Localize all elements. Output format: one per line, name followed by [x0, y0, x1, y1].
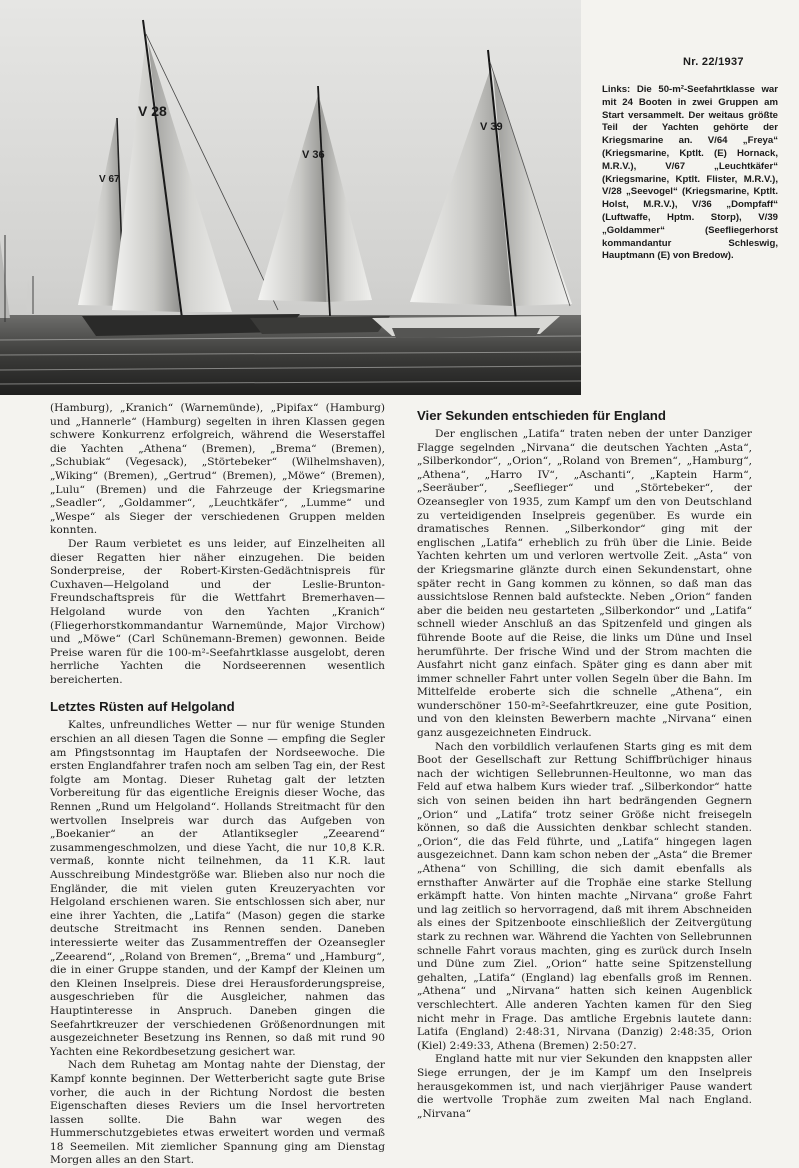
sail-number-28: V 28	[138, 103, 167, 119]
sailing-photo	[0, 0, 581, 395]
paragraph: Nach den vorbildlich verlaufenen Starts ging es mit dem Boot der Gesellschaft zur Rettung Schiffbrüchiger hinaus nach der wichtigen Sellebrunnen-Heultonne, wo man das Feld auf etwa halbem Kurs wieder traf. „Silberkondor“ hatte sich von seinen beiden ihn hart bedrängenden Gegnern „Orion“ und „Latifa“ trotz seiner Größe nicht freisegeln können, so daß die Aussichten denkbar schlecht standen. „Orion“, die das Feld führte, und „Latifa“ hingegen lagen ausgezeichnet. Dann kam schon neben der „Asta“ die Bremer „Athena“ von Schilling, die sich damit ebenfalls als ernsthafter Anwärter auf die Trophäe eine starke Stellung erkämpft hatte. Von hinten machte „Nirvana“ große Fahrt und lag zeitlich so hervorragend, daß mit ihrem Abschneiden als eines der Spitzenboote einschließlich der Zeitvergütung stark zu rechnen war. Während die Yachten von Sellebrunnen schnelle Fahrt voraus machten, ging es zurück durch Inseln und Düne zum Ziel. „Orion“ hatte seine Spitzenstellung gehalten, „Latifa“ (England) lag ebenfalls groß im Rennen. „Athena“ und „Nirvana“ hatten sich keinen Augenblick verschlechtert. Alle anderen Yachten kamen für den Sieg nicht mehr in Frage. Das amtliche Ergebnis lautete dann: Latifa (England) 2:48:31, Nirvana (Danzig) 2:48:35, Orion (Kiel) 2:49:33, Athena (Bremen) 2:50:27.	[417, 740, 752, 1052]
left-column	[50, 402, 385, 1168]
paragraph: Der Raum verbietet es uns leider, auf Einzelheiten all dieser Regatten hier näher einzugehen. Die beiden Sonderpreise, der Robert-Kirsten-Gedächtnispreis für Cuxhaven—Helgoland und der Leslie-Brunton-Freundschaftspreis für die Wettfahrt Bremerhaven—Helgoland wurde von den Yachten „Kranich“ (Fliegerhorstkommandantur Warnemünde, Major Virchow) und „Möwe“ (Carl Schünemann-Bremen) gewonnen. Beide Preise waren für die 100-m²-Seefahrtklasse ausgelobt, deren herrliche Yachten die Nordseerennen wesentlich bereicherten.	[50, 537, 385, 686]
right-column	[417, 408, 752, 1121]
section-heading: Letztes Rüsten auf Helgoland	[50, 699, 235, 715]
paragraph: (Hamburg), „Kranich“ (Warnemünde), „Pipifax“ (Hamburg) und „Hannerle“ (Hamburg) segelten in ihren Klassen gegen schwere Konkurrenz erfolgreich, während die Weserstaffel die Yachten „Athena“ (Bremen), „Brema“ (Bremen), „Schubiak“ (Vegesack), „Störtebeker“ (Wilhelmshaven), „Wiking“ (Bremen), „Gertrud“ (Bremen), „Möwe“ (Bremen), „Lulu“ (Bremen) und die Fahrzeuge der Kriegsmarine „Seadler“, „Goldammer“, „Leuchtkäfer“, „Lumme“ und „Wespe“ als Sieger der verschiedenen Gruppen melden konnten.	[50, 402, 385, 537]
issue-number: Nr. 22/1937	[683, 56, 744, 68]
paragraph: Kaltes, unfreundliches Wetter — nur für wenige Stunden erschien an all diesen Tagen die Sonne — empfing die Segler am Pfingstsonntag im Hauptafen der Nordseewoche. Die ersten Englandfahrer trafen noch am selben Tag ein, der Rest folgte am Montag. Dieser Ruhetag galt der letzten Vorbereitung für das eigentliche Ereignis dieser Woche, das Rennen „Rund um Helgoland“. Hollands Streitmacht für den wertvollen Inselpreis war durch das Aufgeben von „Boekanier“ an der Atlantiksegler „Zeearend“ zusammengeschmolzen, und diese Yacht, die nur 10,8 K.R. vermaß, konnte nicht teilnehmen, da 11 K.R. laut Ausschreibung Mindestgröße war. Blieben also nur noch die Engländer, die mit vielen guten Kreuzeryachten vor Helgoland erschienen waren. Sie entschlossen sich aber, nur eine ihrer Yachten, die „Latifa“ (Mason) gegen die starke deutsche Streitmacht ins Rennen senden. Daneben interessierte weiter das Zusammentreffen der Ozeansegler „Zeearend“, „Roland von Bremen“, „Brema“ und „Hamburg“, die in einer Gruppe standen, und der Kampf der Kleinen um den Kleinen Inselpreis. Diese drei Herausforderungspreise, ausgeschrieben für die Ausgleicher, nahmen das Hauptinteresse in Anspruch. Daneben gingen die Seefahrtkreuzer der verschiedenen Größenordnungen mit ausgezeichneter Besetzung ins Rennen, so daß mit rund 90 Yachten eine Rekordbesetzung gesichert war.	[50, 719, 385, 1058]
sail-number-67: V 67	[99, 174, 120, 185]
caption-text: Links: Die 50-m²-Seefahrtklasse war mit 24 Booten in zwei Gruppen am Start versammelt. Der weitaus größte Teil der Yachten gehörte der Kriegsmarine an. V/64 „Freya“ (Kriegsmarine, Kptlt. (E) Hornack, M.R.V.), V/67 „Leuchtkäfer“ (Kriegsmarine, Kptlt. Flister, M.R.V.), V/28 „Seevogel“ (Kriegsmarine, Kptlt. Holst, M.R.V.), V/36 „Dompfaff“ (Luftwaffe, Hptm. Storp), V/39 „Goldammer“ (Seefliegerhorst kommandantur Schleswig, Hauptmann (E) von Bredow).	[602, 84, 778, 262]
paragraph: England hatte mit nur vier Sekunden den knappsten aller Siege errungen, der je im Kampf um den Inselpreis herausgekommen ist, und nach vierjähriger Pause wandert die wertvolle Trophäe zum zweiten Mal nach England. „Nirvana“	[417, 1053, 752, 1120]
paragraph: Nach dem Ruhetag am Montag nahte der Dienstag, der Kampf konnte beginnen. Der Wetterbericht sagte gute Brise vorher, die auch in der Richtung Nordost die besten Eigenschaften dieses Reviers um die Insel hervortreten lassen sollte. Die Bahn war wegen des Hummerschutzgebietes etwas erweitert worden und vermaß 18 Seemeilen. Mit ziemlicher Spannung ging am Dienstag Morgen alles an den Start.	[50, 1059, 385, 1167]
photo-caption	[602, 84, 778, 263]
section-heading: Vier Sekunden entschieden für England	[417, 408, 666, 423]
paragraph: Der englischen „Latifa“ traten neben der unter Danziger Flagge segelnden „Nirvana“ die deutschen Yachten „Asta“, „Silberkondor“, „Orion“, „Roland von Bremen“, „Hamburg“, „Athena“, „Harro IV“, „Aschanti“, „Kaptein Harm“, „Seeräuber“, „Seeflieger“ und „Störtebeker“, der Ozeansegler von 1935, zum Kampf um den von Deutschland zu verteidigenden Inselpreis gegenüber. Es wurde ein dramatisches Rennen. „Silberkondor“ ging mit der englischen „Latifa“ erheblich zu früh über die Linie. Beide Yachten kehrten um und verloren wertvolle Zeit. „Asta“ von der Kriegsmarine glänzte durch einen Sekundenstart, ohne später recht in Gang kommen zu können, so daß man das aussichtslose Rennen bald aufsteckte. Neben „Orion“ fanden aber die beiden neu gestarteten „Silberkondor“ und „Latifa“ schnell wieder Anschluß an das Spitzenfeld und gingen als führende Boote auf die Reise, die links um Düne und Insel herumführte. Der frische Wind und der Strom machten die Ausfahrt nicht ganz einfach. Später ging es dann aber mit immer schneller Fahrt unter vollen Segeln über die Bahn. Im Mittelfelde eroberte sich die schnelle „Athena“, ein wunderschöner 150-m²-Seefahrtkreuzer, eine gute Position, und von den kleinsten Bewerbern machte „Nirvana“ einen ganz ausgezeichneten Eindruck.	[417, 428, 752, 740]
sail-number-39: V 39	[480, 121, 503, 133]
sail-number-36: V 36	[302, 149, 325, 161]
